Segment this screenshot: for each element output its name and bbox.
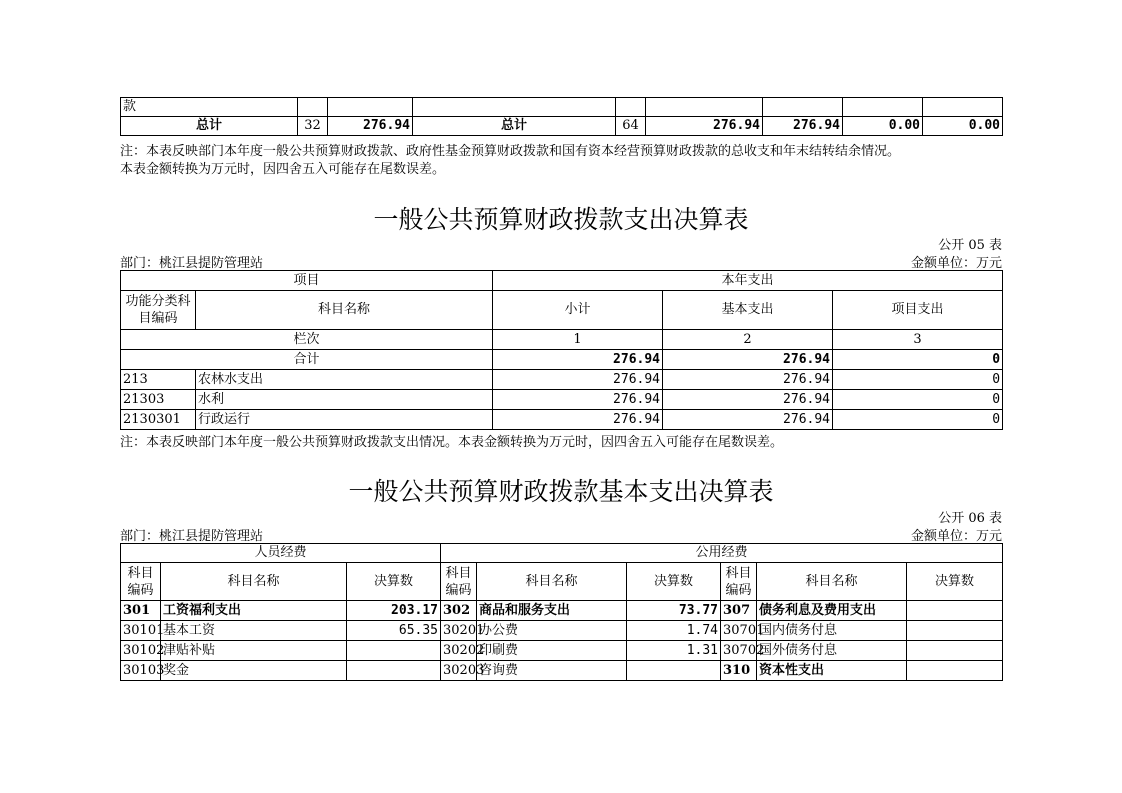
amount [627, 661, 721, 681]
header-function-code: 功能分类科目编码 [121, 291, 196, 330]
basic-value: 276.94 [663, 370, 833, 390]
column-index-label: 栏次 [121, 330, 493, 350]
basic-value: 276.94 [663, 390, 833, 410]
header-name: 科目名称 [757, 563, 907, 601]
subtotal-value: 276.94 [493, 390, 663, 410]
subject-name: 农林水支出 [196, 370, 493, 390]
subject-name: 奖金 [161, 661, 347, 681]
total-basic: 276.94 [663, 350, 833, 370]
table-row [121, 390, 1003, 410]
amount: 1.31 [627, 641, 721, 661]
header-public: 公用经费 [441, 544, 1003, 563]
subject-code: 310 [721, 661, 757, 681]
table06-title: 一般公共预算财政拨款基本支出决算表 [348, 477, 774, 506]
header-name: 科目名称 [161, 563, 347, 601]
header-year-expense: 本年支出 [493, 271, 1003, 291]
total-value: 0.00 [923, 117, 1003, 136]
table-row [121, 641, 1003, 661]
subject-code: 30101 [121, 621, 161, 641]
top-summary-table [120, 97, 1003, 136]
header-amount: 决算数 [627, 563, 721, 601]
subject-code: 213 [121, 370, 196, 390]
total-label: 合计 [121, 350, 493, 370]
amount [907, 661, 1003, 681]
column-index: 1 [493, 330, 663, 350]
subject-code: 30202 [441, 641, 477, 661]
table06 [120, 543, 1003, 681]
total-value: 0.00 [843, 117, 923, 136]
table-row [121, 370, 1003, 390]
subject-code: 21303 [121, 390, 196, 410]
column-index: 2 [663, 330, 833, 350]
table05-department: 部门：桃江县提防管理站 [120, 256, 264, 271]
subject-code: 30702 [721, 641, 757, 661]
subject-name: 国外债务付息 [757, 641, 907, 661]
table05 [120, 270, 1003, 430]
subject-name: 咨询费 [477, 661, 627, 681]
header-name: 科目名称 [477, 563, 627, 601]
amount [907, 641, 1003, 661]
header-amount: 决算数 [347, 563, 441, 601]
amount: 1.74 [627, 621, 721, 641]
header-code: 科目编码 [721, 563, 757, 601]
subject-code: 302 [441, 601, 477, 621]
subject-name: 债务利息及费用支出 [757, 601, 907, 621]
subject-name: 工资福利支出 [161, 601, 347, 621]
row-number: 32 [298, 117, 328, 136]
subject-name: 津贴补贴 [161, 641, 347, 661]
total-project: 0 [833, 350, 1003, 370]
table05-total-row [121, 350, 1003, 370]
header-basic-expense: 基本支出 [663, 291, 833, 330]
subject-code: 307 [721, 601, 757, 621]
subject-name: 办公费 [477, 621, 627, 641]
table05-unit: 金额单位：万元 [910, 256, 1002, 271]
table05-code: 公开 05 表 [938, 238, 1002, 253]
subject-name: 商品和服务支出 [477, 601, 627, 621]
total-value: 276.94 [646, 117, 763, 136]
amount: 73.77 [627, 601, 721, 621]
subject-code: 30102 [121, 641, 161, 661]
total-label: 总计 [121, 117, 298, 136]
total-value: 276.94 [763, 117, 843, 136]
top-note-line-2: 本表金额转换为万元时，因四舍五入可能存在尾数误差。 [120, 162, 446, 177]
table06-code: 公开 06 表 [938, 511, 1002, 526]
amount [347, 661, 441, 681]
top-table-cell: 款 [121, 98, 298, 117]
total-value: 276.94 [328, 117, 413, 136]
header-project-expense: 项目支出 [833, 291, 1003, 330]
table-row [121, 621, 1003, 641]
top-table-total-row [121, 117, 1003, 136]
table-row [121, 601, 1003, 621]
header-personnel: 人员经费 [121, 544, 441, 563]
amount [347, 641, 441, 661]
row-number: 64 [616, 117, 646, 136]
project-value: 0 [833, 370, 1003, 390]
table06-unit: 金额单位：万元 [910, 529, 1002, 544]
project-value: 0 [833, 410, 1003, 430]
table-row [121, 661, 1003, 681]
subject-code: 30203 [441, 661, 477, 681]
top-note-line-1: 注：本表反映部门本年度一般公共预算财政拨款、政府性基金预算财政拨款和国有资本经营预算财政拨款的总收支和年末结转结余情况。 [120, 144, 901, 159]
top-table-row [121, 98, 1003, 117]
subject-code: 301 [121, 601, 161, 621]
header-code: 科目编码 [441, 563, 477, 601]
header-subject-name: 科目名称 [196, 291, 493, 330]
column-index: 3 [833, 330, 1003, 350]
table06-department: 部门：桃江县提防管理站 [120, 529, 264, 544]
table05-header-row [121, 291, 1003, 330]
subject-name: 印刷费 [477, 641, 627, 661]
subtotal-value: 276.94 [493, 410, 663, 430]
header-subtotal: 小计 [493, 291, 663, 330]
table05-header-row [121, 271, 1003, 291]
subtotal-value: 276.94 [493, 370, 663, 390]
header-code: 科目编码 [121, 563, 161, 601]
subject-name: 基本工资 [161, 621, 347, 641]
amount [907, 621, 1003, 641]
subject-code: 30701 [721, 621, 757, 641]
subject-name: 国内债务付息 [757, 621, 907, 641]
amount [907, 601, 1003, 621]
total-label: 总计 [413, 117, 616, 136]
table05-title: 一般公共预算财政拨款支出决算表 [373, 205, 749, 234]
header-amount: 决算数 [907, 563, 1003, 601]
basic-value: 276.94 [663, 410, 833, 430]
project-value: 0 [833, 390, 1003, 410]
subject-code: 30103 [121, 661, 161, 681]
table05-column-index-row [121, 330, 1003, 350]
amount: 65.35 [347, 621, 441, 641]
subject-name: 水利 [196, 390, 493, 410]
subject-code: 30201 [441, 621, 477, 641]
table-row [121, 410, 1003, 430]
table05-note: 注：本表反映部门本年度一般公共预算财政拨款支出情况。本表金额转换为万元时，因四舍五入可能存在尾数误差。 [120, 435, 784, 450]
subject-code: 2130301 [121, 410, 196, 430]
total-subtotal: 276.94 [493, 350, 663, 370]
subject-name: 资本性支出 [757, 661, 907, 681]
amount: 203.17 [347, 601, 441, 621]
table06-header-row [121, 563, 1003, 601]
subject-name: 行政运行 [196, 410, 493, 430]
table06-header-row [121, 544, 1003, 563]
header-item: 项目 [121, 271, 493, 291]
